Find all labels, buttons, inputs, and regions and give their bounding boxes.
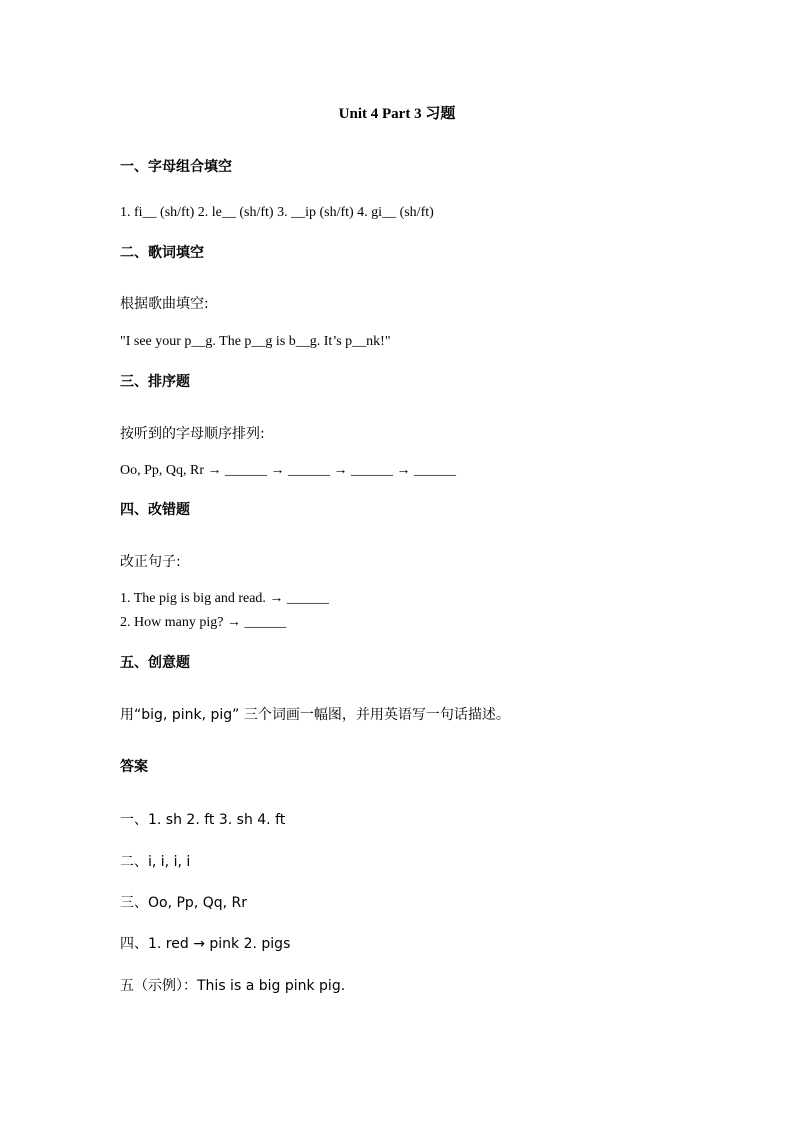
answer-line-3: 三、Oo, Pp, Qq, Rr bbox=[120, 895, 248, 911]
page-title: Unit 4 Part 3 习题 bbox=[338, 106, 456, 122]
answer-line-2: 二、i, i, i, i bbox=[120, 854, 191, 870]
answer-line-1: 一、1. sh 2. ft 3. sh 4. ft bbox=[120, 812, 286, 828]
section-4-heading: 四、改错题 bbox=[120, 502, 190, 518]
section-5-heading: 五、创意题 bbox=[120, 655, 190, 671]
section-4-line-1: 1. The pig is big and read. → ______ bbox=[120, 591, 329, 606]
section-2-line-1: "I see your p__g. The p__g is b__g. It’s p__nk!" bbox=[120, 334, 391, 349]
answer-line-5: 五（示例）：This is a big pink pig. bbox=[120, 978, 346, 994]
section-3-line-1: Oo, Pp, Qq, Rr → ______ → ______ → ______ → ______ bbox=[120, 463, 457, 478]
section-4-intro: 改正句子: bbox=[120, 554, 181, 570]
answers-heading: 答案 bbox=[120, 759, 148, 775]
section-2-heading: 二、歌词填空 bbox=[120, 245, 204, 261]
section-3-intro: 按听到的字母顺序排列: bbox=[120, 426, 265, 442]
section-3-heading: 三、排序题 bbox=[120, 374, 190, 390]
section-4-line-2: 2. How many pig? → ______ bbox=[120, 615, 287, 630]
section-1-line-1: 1. fi__ (sh/ft) 2. le__ (sh/ft) 3. __ip (sh/ft) 4. gi__ (sh/ft) bbox=[120, 205, 434, 220]
section-1-heading: 一、字母组合填空 bbox=[120, 159, 232, 175]
section-2-intro: 根据歌曲填空: bbox=[120, 296, 209, 312]
section-5-intro: 用“big, pink, pig” 三个词画一幅图，并用英语写一句话描述。 bbox=[120, 707, 510, 723]
answer-line-4: 四、1. red → pink 2. pigs bbox=[120, 936, 291, 952]
